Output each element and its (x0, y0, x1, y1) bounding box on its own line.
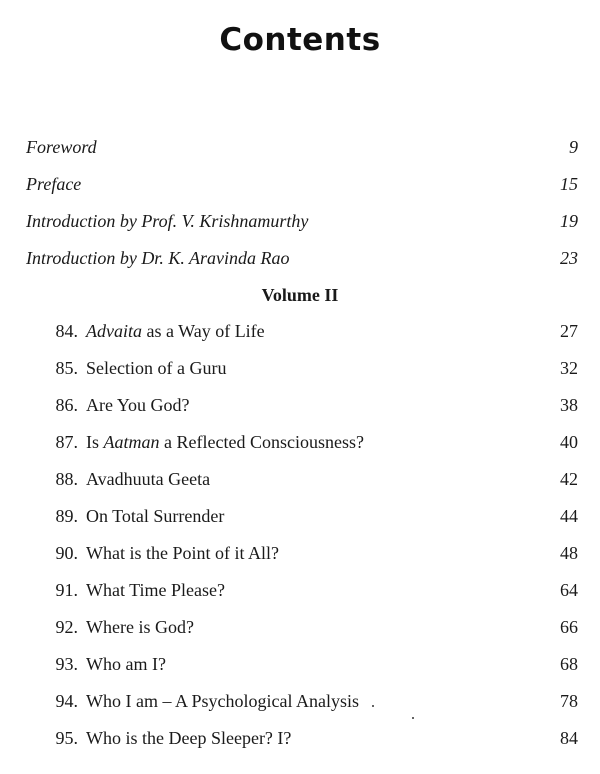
chapter-page: 64 (560, 580, 578, 600)
toc-chapter-entry (26, 543, 578, 580)
toc-entry-page: 23 (560, 248, 578, 268)
print-speck (412, 717, 414, 719)
chapter-title (86, 691, 359, 712)
chapter-page: 68 (560, 654, 578, 674)
chapter-page: 84 (560, 728, 578, 748)
chapter-title-italic-term: Advaita (86, 321, 142, 341)
chapter-title-text: On Total Surrender (86, 506, 225, 526)
toc-chapter-entry (26, 395, 578, 432)
chapter-page: 66 (560, 617, 578, 637)
chapter-page: 78 (560, 691, 578, 711)
toc-chapter-entry (26, 728, 578, 765)
chapter-title-text: Selection of a Guru (86, 358, 227, 378)
chapter-title-text: Are You God? (86, 395, 190, 415)
toc-entry-page: 15 (560, 174, 578, 194)
chapter-title (86, 395, 190, 416)
chapter-title-text: a Reflected Consciousness? (159, 432, 364, 452)
chapter-title-text: Where is God? (86, 617, 194, 637)
chapter-page: 38 (560, 395, 578, 415)
toc-entry (26, 174, 578, 211)
chapter-number: 92. (55, 617, 78, 637)
chapter-page: 44 (560, 506, 578, 526)
chapter-title-text: What Time Please? (86, 580, 225, 600)
toc-entry-page: 19 (560, 211, 578, 231)
chapter-number: 87. (55, 432, 78, 452)
chapter-title-text: Who am I? (86, 654, 166, 674)
chapter-number: 88. (55, 469, 78, 489)
chapter-title (86, 617, 194, 638)
toc-entry-title: Introduction by Dr. K. Aravinda Rao (26, 248, 290, 268)
chapter-title-text: What is the Point of it All? (86, 543, 279, 563)
chapter-title-text: Who is the Deep Sleeper? I? (86, 728, 292, 748)
chapter-title (86, 580, 225, 601)
toc-chapter-entry (26, 580, 578, 617)
chapter-title (86, 432, 364, 453)
chapter-number: 90. (55, 543, 78, 563)
chapter-page: 48 (560, 543, 578, 563)
chapter-page: 32 (560, 358, 578, 378)
chapter-number: 93. (55, 654, 78, 674)
section-heading: Volume II (261, 285, 339, 305)
chapter-page: 27 (560, 321, 578, 341)
chapter-number: 89. (55, 506, 78, 526)
toc-chapter-entry (26, 506, 578, 543)
print-speck (372, 705, 374, 707)
toc-chapter-entry (26, 691, 578, 728)
toc-chapter-entry (26, 321, 578, 358)
chapter-title-prefix: Is (86, 432, 104, 452)
toc-chapter-entry (26, 654, 578, 691)
chapter-title (86, 469, 210, 490)
toc-chapter-entry (26, 617, 578, 654)
page-title: Contents (219, 22, 381, 58)
chapter-title (86, 321, 265, 342)
chapter-title-text: as a Way of Life (142, 321, 265, 341)
toc-entry (26, 211, 578, 248)
toc-entry-title: Preface (26, 174, 82, 194)
chapter-title (86, 728, 291, 749)
toc-chapter-entry (26, 358, 578, 395)
chapter-number: 95. (55, 728, 78, 748)
toc-entry (26, 137, 578, 174)
toc-chapter-entry (26, 432, 578, 469)
toc-entry (26, 248, 578, 285)
chapter-page: 40 (560, 432, 578, 452)
chapter-number: 91. (55, 580, 78, 600)
chapter-page: 42 (560, 469, 578, 489)
chapter-title (86, 543, 279, 564)
toc-chapter-entry (26, 469, 578, 506)
chapter-title-text: Avadhuuta Geeta (86, 469, 211, 489)
chapter-title (86, 358, 226, 379)
chapter-title-text: Who I am – A Psychological Analysis (86, 691, 359, 711)
toc-entry-title: Foreword (26, 137, 97, 157)
chapter-title (86, 506, 224, 527)
chapter-title-italic-term: Aatman (103, 432, 160, 452)
toc-entry-title: Introduction by Prof. V. Krishnamurthy (26, 211, 309, 231)
chapter-number: 86. (55, 395, 78, 415)
toc-entry-page: 9 (569, 137, 578, 157)
chapter-number: 84. (55, 321, 78, 341)
chapter-title (86, 654, 166, 675)
chapter-number: 94. (55, 691, 78, 711)
chapter-number: 85. (55, 358, 78, 378)
